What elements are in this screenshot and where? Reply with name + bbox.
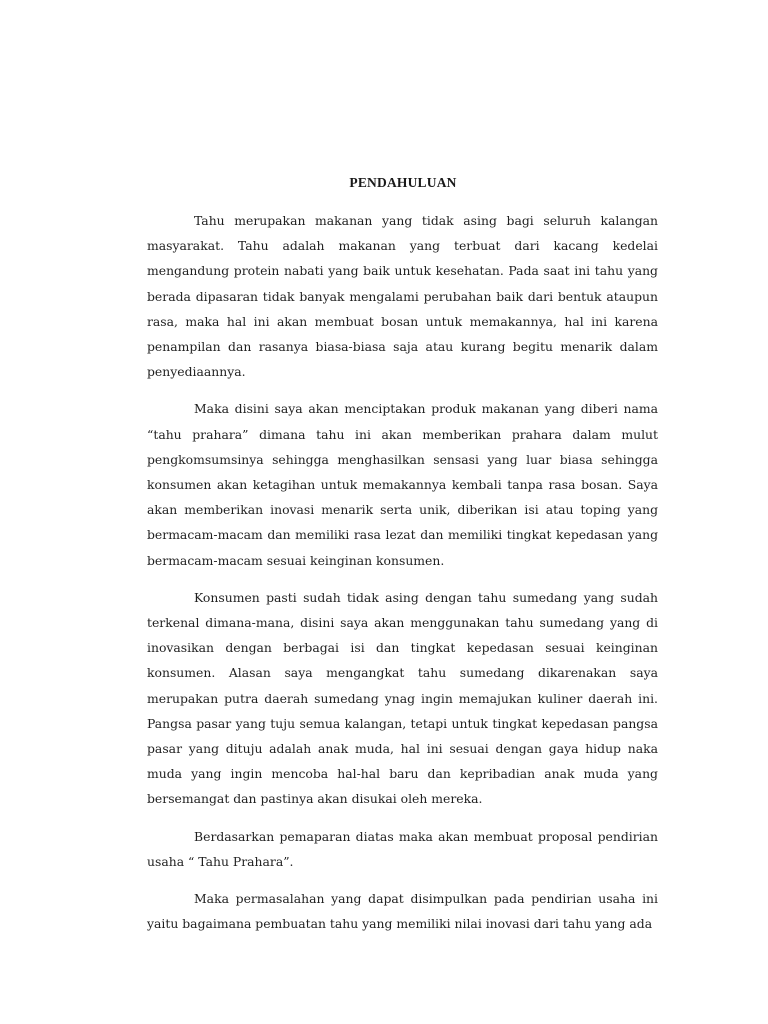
paragraph-5: Maka permasalahan yang dapat disimpulkan pada pendirian usaha ini yaitu bagaimana pembuatan tahu yang memiliki nilai inovasi dari tahu yang ada — [147, 891, 658, 932]
document-body — [147, 208, 658, 936]
paragraph-4: Berdasarkan pemaparan diatas maka akan membuat proposal pendirian usaha “ Tahu Prahara”. — [147, 828, 658, 869]
document-title: PENDAHULUAN — [349, 175, 457, 190]
paragraph-1: Tahu merupakan makanan yang tidak asing bagi seluruh kalangan masyarakat. Tahu adalah makanan yang terbuat dari kacang kedelai mengandung protein nabati yang baik untuk kesehatan. Pada saat ini tahu yang berada dipasaran tidak banyak mengalami perubahan baik dari bentuk ataupun rasa, maka hal ini akan membuat bosan untuk memakannya, hal ini karena penampilan dan rasanya biasa-biasa saja atau kurang begitu menarik dalam penyediaannya. — [147, 213, 658, 380]
paragraph-3: Konsumen pasti sudah tidak asing dengan tahu sumedang yang sudah terkenal dimana-mana, disini saya akan menggunakan tahu sumedang yang di inovasikan dengan berbagai isi dan tingkat kepedasan sesuai keinginan konsumen. Alasan saya mengangkat tahu sumedang dikarenakan saya merupakan putra daerah sumedang ynag ingin memajukan kuliner daerah ini. Pangsa pasar yang tuju semua kalangan, tetapi untuk tingkat kepedasan pangsa pasar yang dituju adalah anak muda, hal ini sesuai dengan gaya hidup naka muda yang ingin mencoba hal-hal baru dan kepribadian anak muda yang bersemangat dan pastinya akan disukai oleh mereka. — [147, 589, 658, 807]
paragraph-2: Maka disini saya akan menciptakan produk makanan yang diberi nama “tahu prahara” dimana tahu ini akan memberikan prahara dalam mulut pengkomsumsinya sehingga menghasilkan sensasi yang luar biasa sehingga konsumen akan ketagihan untuk memakannya kembali tanpa rasa bosan. Saya akan memberikan inovasi menarik serta unik, diberikan isi atau toping yang bermacam-macam dan memiliki rasa lezat dan memiliki tingkat kepedasan yang bermacam-macam sesuai keinginan konsumen. — [147, 401, 658, 568]
